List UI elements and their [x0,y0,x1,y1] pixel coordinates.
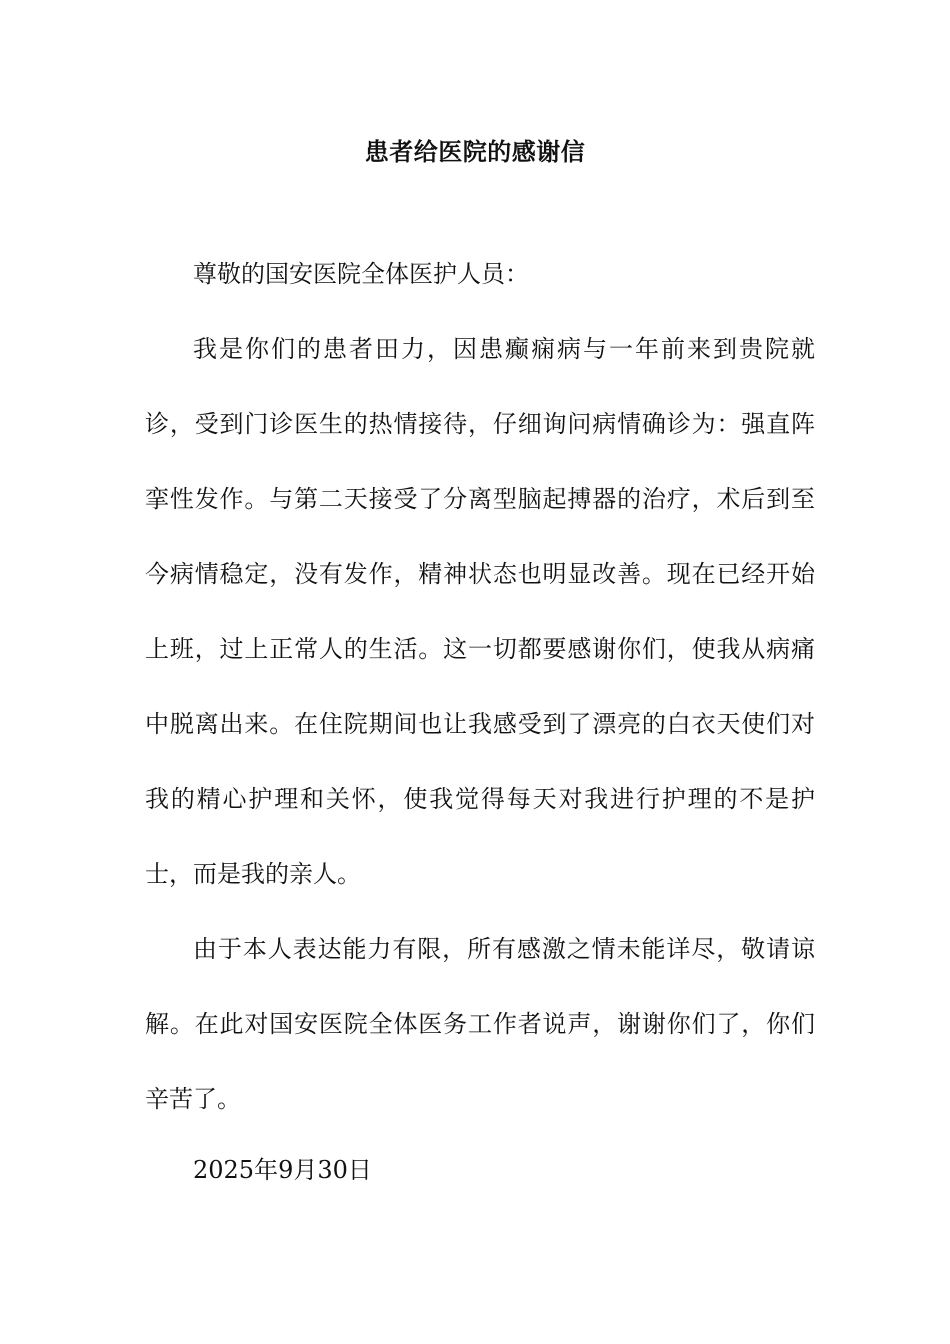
letter-date: 2025年9月30日 [193,1156,372,1184]
body-paragraph-2: 由于本人表达能力有限，所有感激之情未能详尽，敬请谅解。在此对国安医院全体医务工作者说声，谢谢你们了，你们辛苦了。 [145,935,815,1113]
salutation: 尊敬的国安医院全体医护人员： [193,260,529,288]
body-paragraph-1: 我是你们的患者田力，因患癫痫病与一年前来到贵院就诊，受到门诊医生的热情接待，仔细询问病情确诊为：强直阵挛性发作。与第二天接受了分离型脑起搏器的治疗，术后到至今病情稳定，没有发作，精神状态也明显改善。现在已经开始上班，过上正常人的生活。这一切都要感谢你们，使我从病痛中脱离出来。在住院期间也让我感受到了漂亮的白衣天使们对我的精心护理和关怀，使我觉得每天对我进行护理的不是护士，而是我的亲人。 [145,335,815,888]
letter-title: 患者给医院的感谢信 [364,138,586,166]
